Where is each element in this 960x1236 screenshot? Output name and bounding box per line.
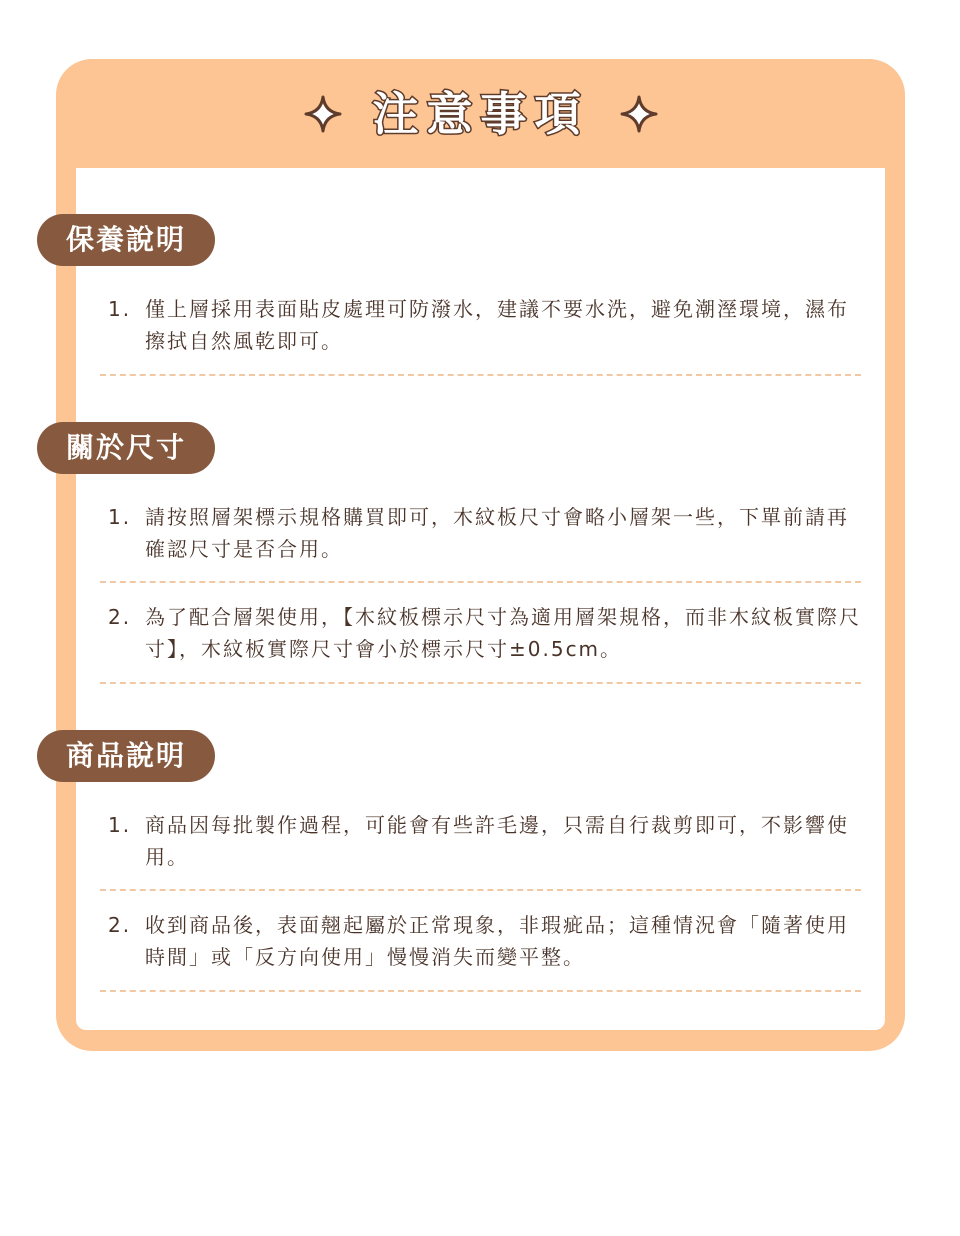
dashed-divider	[100, 682, 861, 684]
item-text: 請按照層架標示規格購買即可，木紋板尺寸會略小層架一些，下單前請再確認尺寸是否合用。	[145, 505, 849, 561]
list-item	[108, 501, 868, 565]
item-number: 2.	[108, 913, 132, 937]
dashed-divider	[100, 374, 861, 376]
title-row	[56, 59, 905, 169]
list-item	[108, 809, 868, 873]
item-number: 1.	[108, 297, 132, 321]
section-heading-care: 保養說明	[37, 214, 215, 266]
sparkle-icon-left	[303, 94, 343, 134]
dashed-divider	[100, 990, 861, 992]
list-item	[108, 909, 868, 973]
page-title: 注意事項	[372, 87, 589, 141]
list-item	[108, 601, 868, 665]
sparkle-icon-right	[619, 94, 659, 134]
item-text: 收到商品後，表面翹起屬於正常現象，非瑕疵品；這種情況會「隨著使用時間」或「反方向使用」慢慢消失而變平整。	[145, 913, 849, 969]
section-heading-product: 商品說明	[37, 730, 215, 782]
item-number: 1.	[108, 813, 132, 837]
list-item	[108, 293, 868, 357]
item-text: 僅上層採用表面貼皮處理可防潑水，建議不要水洗，避免潮溼環境，濕布擦拭自然風乾即可。	[145, 297, 849, 353]
dashed-divider	[100, 581, 861, 583]
section-heading-size: 關於尺寸	[37, 422, 215, 474]
item-number: 2.	[108, 605, 132, 629]
item-text: 商品因每批製作過程，可能會有些許毛邊，只需自行裁剪即可，不影響使用。	[145, 813, 849, 869]
item-number: 1.	[108, 505, 132, 529]
item-text: 為了配合層架使用，【木紋板標示尺寸為適用層架規格，而非木紋板實際尺寸】，木紋板實際尺寸會小於標示尺寸±0.5cm。	[145, 605, 861, 661]
dashed-divider	[100, 889, 861, 891]
